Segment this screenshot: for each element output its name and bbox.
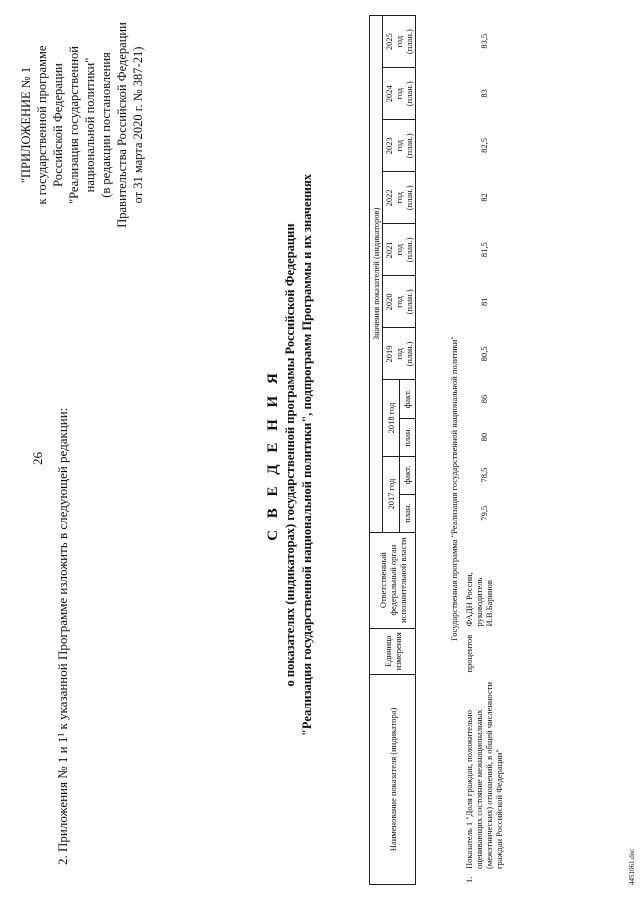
value-2018-plan: 80 xyxy=(479,432,489,442)
header-values: Значения показателей (индикаторов) xyxy=(370,16,383,533)
page-number: 26 xyxy=(30,452,45,465)
intro-text: 2. Приложения № 1 и 1¹ к указанной Программе изложить в следующей редакции: xyxy=(55,407,70,865)
value-2021: 81,5 xyxy=(479,242,489,258)
header-2017-fact: факт. xyxy=(399,456,416,494)
value-2017-plan: 79,5 xyxy=(479,505,489,521)
value-2022: 82 xyxy=(479,193,489,202)
table-row xyxy=(463,15,505,885)
header-year-2021: 2021 год (план.) xyxy=(383,224,416,276)
document-title-block xyxy=(265,105,316,805)
header-2017-plan: план. xyxy=(399,494,416,532)
header-year-2022: 2022 год (план.) xyxy=(383,172,416,224)
value-2025: 83,5 xyxy=(479,33,489,49)
value-2017-fact: 78,5 xyxy=(479,467,489,483)
header-indicator-name: Наименование показателя (индикатора) xyxy=(370,674,416,884)
document-subtitle-2: "Реализация государственной национальной политики", подпрограмм Программы и их значениях xyxy=(300,173,314,737)
appendix-line: (в редакции постановления xyxy=(99,52,113,198)
value-2024: 83 xyxy=(479,89,489,98)
footer-filename: 4451061.doc xyxy=(628,848,636,885)
header-unit: Единица измерения xyxy=(370,628,416,674)
header-responsible: Ответственный федеральный орган исполнительной власти xyxy=(370,532,416,628)
header-year-2019: 2019 год (план.) xyxy=(383,328,416,380)
value-2020: 81 xyxy=(479,297,489,306)
value-2018-fact: 86 xyxy=(479,394,489,404)
row-number: 1. xyxy=(464,876,474,883)
appendix-line: "ПРИЛОЖЕНИЕ № 1 xyxy=(19,66,33,184)
header-year-2018: 2018 год xyxy=(383,380,400,456)
header-2018-fact: факт. xyxy=(399,380,416,418)
section-caption: Государственная программа "Реализация государственной национальной политики" xyxy=(449,336,459,641)
document-subtitle-1: о показателях (индикаторах) государственной программы Российской Федерации xyxy=(283,223,297,687)
header-2018-plan: план. xyxy=(399,418,416,456)
appendix-line: Российской Федерации xyxy=(51,63,65,187)
indicators-table-body xyxy=(446,15,505,885)
document-title: С В Е Д Е Н И Я xyxy=(265,369,281,541)
header-year-2025: 2025 год (план.) xyxy=(383,16,416,68)
header-year-2017: 2017 год xyxy=(383,456,400,532)
appendix-block xyxy=(18,5,146,245)
row-indicator-name: Показатель 1 "Доля граждан, положительно оценивающих состояние межнациональных (межэтнических) отношений, в общей численности граждан Российской Федерации" xyxy=(464,681,504,869)
row-responsible: ФАДН России, руководитель И.В.Баринов xyxy=(464,572,494,627)
header-year-2020: 2020 год (план.) xyxy=(383,276,416,328)
appendix-line: к государственной программе xyxy=(35,45,49,205)
appendix-line: "Реализация государственной xyxy=(67,46,81,205)
appendix-line: национальной политики" xyxy=(83,57,97,193)
header-year-2023: 2023 год (план.) xyxy=(383,120,416,172)
indicators-table xyxy=(369,15,416,885)
appendix-line: от 31 марта 2020 г. № 387-21) xyxy=(131,46,145,204)
header-year-2024: 2024 год (план.) xyxy=(383,68,416,120)
appendix-line: Правительства Российской Федерации xyxy=(115,22,129,228)
value-2023: 82,5 xyxy=(479,137,489,153)
row-unit: процентов xyxy=(464,634,474,673)
value-2019: 80,5 xyxy=(479,346,489,362)
